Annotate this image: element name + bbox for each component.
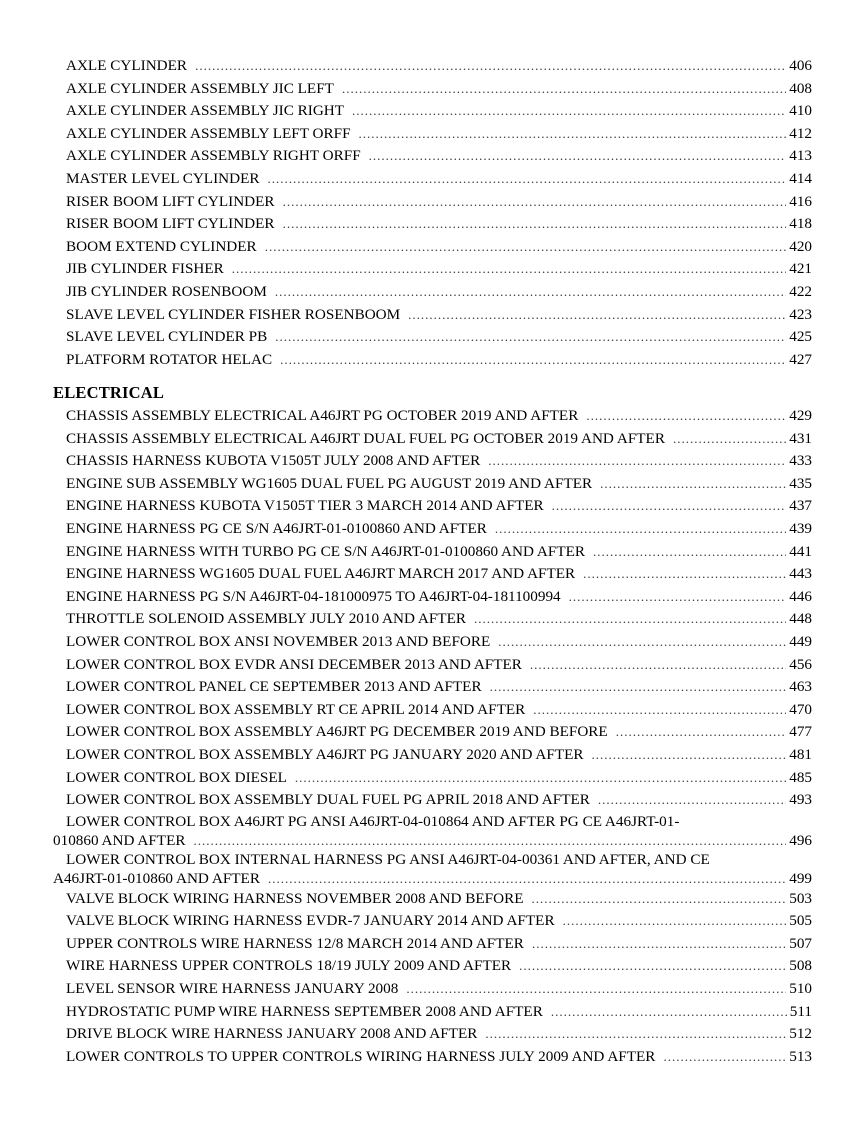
toc-entry-page: 418 (789, 215, 812, 233)
toc-entry-title: AXLE CYLINDER ASSEMBLY JIC LEFT (66, 79, 334, 97)
dot-leader (193, 831, 786, 850)
toc-entry-title: ENGINE HARNESS WG1605 DUAL FUEL A46JRT MARCH 2017 AND AFTER (66, 565, 576, 583)
dot-leader (408, 304, 786, 327)
toc-entry-title: DRIVE BLOCK WIRE HARNESS JANUARY 2008 AND AFTER (66, 1025, 478, 1043)
toc-entry-page: 508 (789, 957, 812, 975)
dot-leader (673, 428, 786, 451)
dot-leader (265, 236, 787, 259)
toc-entry-title: LOWER CONTROL PANEL CE SEPTEMBER 2013 AND AFTER (66, 678, 482, 696)
toc-entry-page: 477 (789, 723, 812, 741)
toc-entry-title: LOWER CONTROL BOX ASSEMBLY RT CE APRIL 2014 AND AFTER (66, 700, 526, 718)
toc-entry-title: CHASSIS ASSEMBLY ELECTRICAL A46JRT DUAL FUEL PG OCTOBER 2019 AND AFTER (66, 429, 665, 447)
dot-leader (490, 676, 787, 699)
toc-entry-title: ENGINE HARNESS PG S/N A46JRT-04-181000975 TO A46JRT-04-181100994 (66, 587, 561, 605)
dot-leader (474, 608, 786, 631)
toc-entry[interactable] (66, 541, 812, 564)
toc-entry-title: LOWER CONTROL BOX ASSEMBLY DUAL FUEL PG APRIL 2018 AND AFTER (66, 791, 590, 809)
toc-entry-title: LOWER CONTROL BOX DIESEL (66, 768, 287, 786)
toc-entry-page: 435 (789, 474, 812, 492)
dot-leader (275, 326, 786, 349)
toc-entry[interactable] (66, 767, 812, 790)
toc-entry-title: CHASSIS HARNESS KUBOTA V1505T JULY 2008 AND AFTER (66, 452, 481, 470)
toc-entry-page: 410 (789, 102, 812, 120)
toc-entry-title: LOWER CONTROL BOX EVDR ANSI DECEMBER 2013 AND AFTER (66, 655, 522, 673)
dot-leader (495, 518, 786, 541)
toc-entry-page: 456 (789, 655, 812, 673)
dot-leader (359, 123, 787, 146)
dot-leader (530, 654, 786, 677)
toc-entry-title: VALVE BLOCK WIRING HARNESS NOVEMBER 2008 AND BEFORE (66, 889, 524, 907)
toc-entry[interactable] (66, 236, 812, 259)
toc-entry[interactable] (66, 326, 812, 349)
toc-entry-title: AXLE CYLINDER ASSEMBLY RIGHT ORFF (66, 147, 361, 165)
dot-leader (232, 258, 786, 281)
toc-entry[interactable] (66, 168, 812, 191)
dot-leader (583, 563, 786, 586)
dot-leader (195, 55, 786, 78)
toc-entry-page: 507 (789, 934, 812, 952)
toc-entry-page: 427 (789, 350, 812, 368)
toc-entry[interactable] (66, 145, 812, 168)
toc-entry-title: HYDROSTATIC PUMP WIRE HARNESS SEPTEMBER 2008 AND AFTER (66, 1002, 543, 1020)
toc-entry-page: 485 (789, 768, 812, 786)
toc-entry[interactable] (66, 933, 812, 956)
toc-entry-title: ENGINE HARNESS KUBOTA V1505T TIER 3 MARCH 2014 AND AFTER (66, 497, 544, 515)
toc-entry-page: 463 (789, 678, 812, 696)
toc-entry[interactable] (66, 676, 812, 699)
dot-leader (593, 541, 786, 564)
toc-entry-page: 512 (789, 1025, 812, 1043)
dot-leader (532, 933, 786, 956)
toc-list-electrical (0, 405, 866, 1068)
toc-entry-title: RISER BOOM LIFT CYLINDER (66, 192, 275, 210)
toc-entry[interactable] (66, 631, 812, 654)
dot-leader (563, 910, 787, 933)
toc-entry-title: LOWER CONTROLS TO UPPER CONTROLS WIRING HARNESS JULY 2009 AND AFTER (66, 1047, 656, 1065)
toc-entry[interactable] (66, 721, 812, 744)
toc-entry[interactable] (66, 699, 812, 722)
toc-entry-page: 470 (789, 700, 812, 718)
dot-leader (488, 450, 786, 473)
toc-entry[interactable] (66, 978, 812, 1001)
toc-entry-page: 510 (789, 980, 812, 998)
toc-entry[interactable] (66, 654, 812, 677)
toc-entry[interactable] (66, 100, 812, 123)
toc-entry[interactable] (66, 450, 812, 473)
toc-entry[interactable] (66, 789, 812, 812)
dot-leader (533, 699, 786, 722)
dot-leader (616, 721, 787, 744)
dot-leader (283, 191, 787, 214)
dot-leader (283, 213, 787, 236)
toc-entry-page: 505 (789, 912, 812, 930)
dot-leader (586, 405, 786, 428)
toc-entry-page: 511 (789, 1002, 812, 1020)
dot-leader (342, 78, 786, 101)
toc-entry[interactable] (66, 473, 812, 496)
toc-entry-title: LOWER CONTROL BOX ASSEMBLY A46JRT PG JANUARY 2020 AND AFTER (66, 745, 584, 763)
toc-entry-title: AXLE CYLINDER (66, 57, 188, 74)
dot-leader (352, 100, 786, 123)
toc-entry-title: LOWER CONTROL BOX ANSI NOVEMBER 2013 AND BEFORE (66, 632, 491, 650)
dot-leader (498, 631, 786, 654)
toc-entry-page: 420 (789, 237, 812, 255)
dot-leader (600, 473, 786, 496)
toc-entry-title: JIB CYLINDER FISHER (66, 260, 224, 278)
toc-entry[interactable] (66, 586, 812, 609)
toc-entry-page: 496 (789, 831, 812, 849)
toc-entry[interactable] (66, 608, 812, 631)
toc-entry-page: 429 (789, 407, 812, 424)
dot-leader (532, 888, 787, 911)
toc-entry-title-line1: LOWER CONTROL BOX A46JRT PG ANSI A46JRT-04-010864 AND AFTER PG CE A46JRT-01- (66, 812, 680, 830)
section-heading-electrical: ELECTRICAL (53, 383, 165, 402)
toc-entry[interactable] (66, 191, 812, 214)
toc-entry-title: SLAVE LEVEL CYLINDER FISHER ROSENBOOM (66, 305, 401, 323)
toc-entry-title: UPPER CONTROLS WIRE HARNESS 12/8 MARCH 2014 AND AFTER (66, 934, 524, 952)
toc-entry-title: ENGINE SUB ASSEMBLY WG1605 DUAL FUEL PG AUGUST 2019 AND AFTER (66, 474, 593, 492)
dot-leader (485, 1023, 786, 1046)
toc-entry[interactable] (66, 405, 812, 428)
dot-leader (369, 145, 787, 168)
toc-entry[interactable] (66, 281, 812, 304)
toc-entry-title: JIB CYLINDER ROSENBOOM (66, 282, 267, 300)
toc-entry[interactable] (66, 55, 812, 78)
dot-leader (295, 767, 786, 790)
toc-entry-page: 412 (789, 124, 812, 142)
toc-entry[interactable] (66, 304, 812, 327)
toc-entry-title: ENGINE HARNESS PG CE S/N A46JRT-01-0100860 AND AFTER (66, 519, 487, 537)
toc-entry-title: AXLE CYLINDER ASSEMBLY JIC RIGHT (66, 102, 345, 120)
toc-entry[interactable] (66, 349, 812, 372)
dot-leader (551, 1001, 787, 1024)
toc-entry[interactable] (66, 1001, 812, 1024)
dot-leader (519, 955, 786, 978)
toc-entry[interactable] (66, 563, 812, 586)
toc-entry-title: AXLE CYLINDER ASSEMBLY LEFT ORFF (66, 124, 351, 142)
toc-entry-multiline[interactable] (53, 850, 812, 888)
toc-entry-page: 437 (789, 497, 812, 515)
toc-entry-title: RISER BOOM LIFT CYLINDER (66, 215, 275, 233)
toc-entry-page: 443 (789, 565, 812, 583)
toc-entry-page: 481 (789, 745, 812, 763)
dot-leader (552, 495, 787, 518)
toc-entry-page: 448 (789, 610, 812, 628)
toc-entry[interactable] (66, 1046, 812, 1069)
dot-leader (569, 586, 787, 609)
toc-entry-page: 449 (789, 632, 812, 650)
toc-entry-title: PLATFORM ROTATOR HELAC (66, 350, 273, 368)
toc-entry-page: 446 (789, 587, 812, 605)
toc-entry-title: THROTTLE SOLENOID ASSEMBLY JULY 2010 AND AFTER (66, 610, 466, 628)
toc-entry-title: CHASSIS ASSEMBLY ELECTRICAL A46JRT PG OCTOBER 2019 AND AFTER (66, 407, 579, 424)
toc-entry[interactable] (66, 495, 812, 518)
toc-entry-title-line2: 010860 AND AFTER (53, 831, 186, 849)
dot-leader (268, 869, 786, 888)
toc-entry-page: 425 (789, 328, 812, 346)
toc-entry-title-line1: LOWER CONTROL BOX INTERNAL HARNESS PG ANSI A46JRT-04-00361 AND AFTER, AND CE (66, 850, 710, 868)
toc-entry[interactable] (66, 258, 812, 281)
toc-entry-title: MASTER LEVEL CYLINDER (66, 169, 260, 187)
toc-entry-title: BOOM EXTEND CYLINDER (66, 237, 257, 255)
toc-entry[interactable] (66, 744, 812, 767)
dot-leader (592, 744, 787, 767)
toc-entry-page: 416 (789, 192, 812, 210)
toc-entry-title-line2: A46JRT-01-010860 AND AFTER (53, 869, 260, 887)
toc-entry[interactable] (66, 428, 812, 451)
toc-entry-title: VALVE BLOCK WIRING HARNESS EVDR-7 JANUARY 2014 AND AFTER (66, 912, 555, 930)
toc-entry-page: 423 (789, 305, 812, 323)
toc-entry[interactable] (66, 888, 812, 911)
toc-entry[interactable] (66, 955, 812, 978)
toc-entry-page: 503 (789, 889, 812, 907)
toc-entry-title: LEVEL SENSOR WIRE HARNESS JANUARY 2008 (66, 980, 399, 998)
toc-entry-page: 441 (789, 542, 812, 560)
dot-leader (280, 349, 786, 372)
toc-entry-page: 414 (789, 169, 812, 187)
toc-entry[interactable] (66, 78, 812, 101)
toc-entry-page: 413 (789, 147, 812, 165)
toc-entry-page: 513 (789, 1047, 812, 1065)
toc-entry-title: LOWER CONTROL BOX ASSEMBLY A46JRT PG DECEMBER 2019 AND BEFORE (66, 723, 608, 741)
toc-entry-title: WIRE HARNESS UPPER CONTROLS 18/19 JULY 2009 AND AFTER (66, 957, 512, 975)
toc-entry[interactable] (66, 123, 812, 146)
toc-list-cylinders (0, 55, 866, 371)
toc-entry-page: 439 (789, 519, 812, 537)
dot-leader (268, 168, 787, 191)
toc-entry-page: 422 (789, 282, 812, 300)
dot-leader (406, 978, 786, 1001)
dot-leader (275, 281, 786, 304)
toc-entry[interactable] (66, 910, 812, 933)
toc-entry[interactable] (66, 213, 812, 236)
toc-entry-title: ENGINE HARNESS WITH TURBO PG CE S/N A46JRT-01-0100860 AND AFTER (66, 542, 586, 560)
toc-entry-page: 431 (789, 429, 812, 447)
dot-leader (598, 789, 786, 812)
toc-entry-page: 433 (789, 452, 812, 470)
toc-entry-page: 406 (789, 57, 812, 74)
toc-entry[interactable] (66, 1023, 812, 1046)
dot-leader (663, 1046, 786, 1069)
toc-entry-page: 499 (789, 869, 812, 887)
toc-entry-title: SLAVE LEVEL CYLINDER PB (66, 328, 268, 346)
toc-entry-multiline[interactable] (53, 812, 812, 850)
toc-entry-page: 408 (789, 79, 812, 97)
toc-entry[interactable] (66, 518, 812, 541)
toc-entry-page: 493 (789, 791, 812, 809)
toc-entry-page: 421 (789, 260, 812, 278)
